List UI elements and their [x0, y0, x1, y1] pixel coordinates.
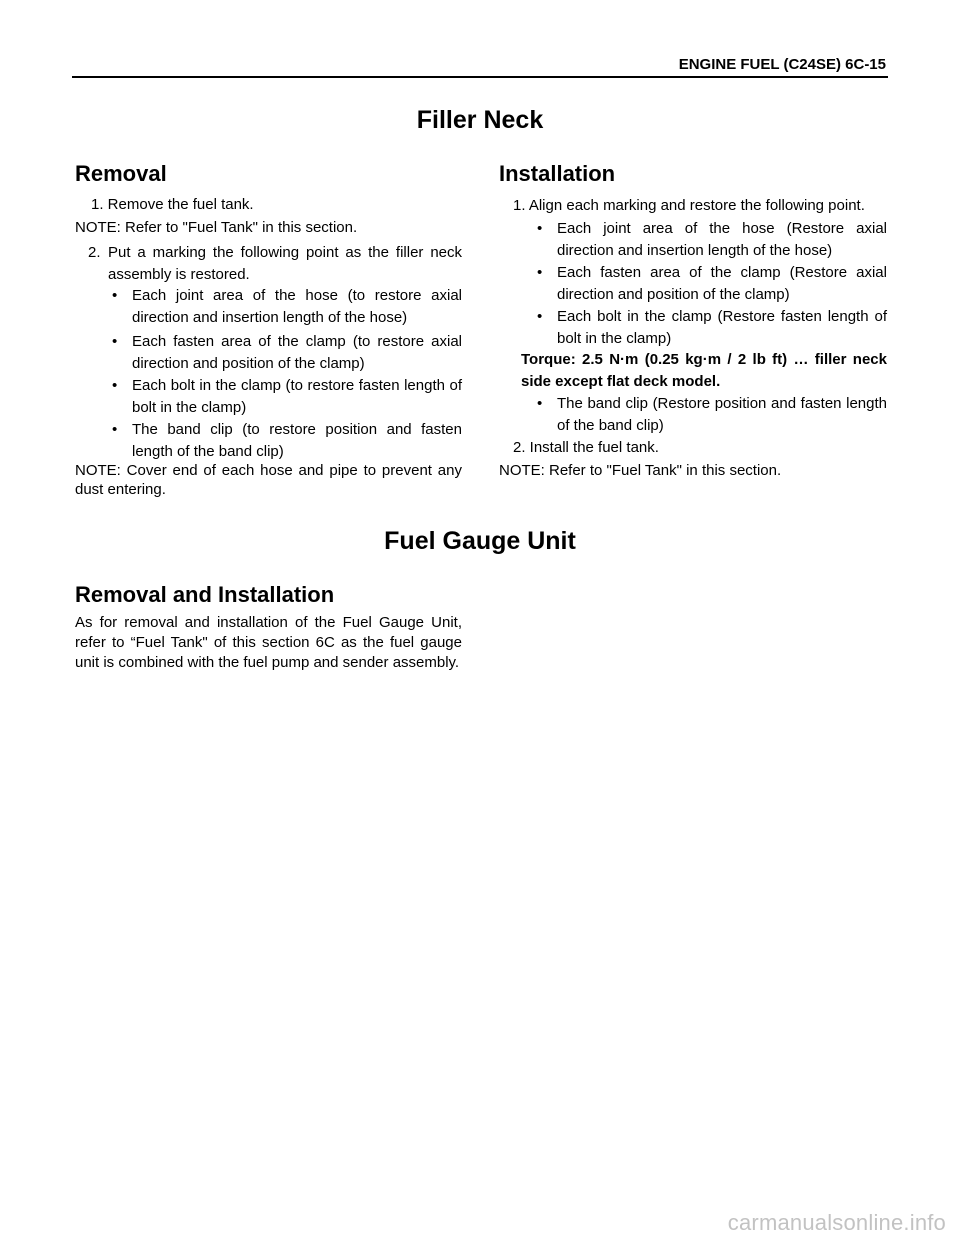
bullet-icon: •	[537, 264, 543, 281]
section-title-filler-neck: Filler Neck	[416, 106, 544, 134]
installation-bullet-4: The band clip (Restore position and fasten length of the band clip)	[557, 395, 887, 434]
section-title-fuel-gauge-unit: Fuel Gauge Unit	[384, 527, 576, 555]
removal-step-2-number: 2.	[88, 244, 101, 261]
removal-note-1: NOTE: Refer to "Fuel Tank" in this section.	[75, 219, 358, 236]
removal-step-2-text: Put a marking the following point as the filler neck assembly is restored.	[108, 244, 462, 283]
fuel-gauge-body-text: As for removal and installation of the Fuel Gauge Unit, refer to “Fuel Tank" of this section 6C as the fuel gauge unit is combined with the fuel pump and sender assembly.	[75, 614, 462, 671]
installation-heading: Installation	[499, 161, 616, 186]
removal-bullet-2: Each fasten area of the clamp (to restore axial direction and position of the clamp)	[132, 333, 462, 372]
bullet-icon: •	[112, 421, 118, 438]
bullet-icon: •	[537, 220, 543, 237]
removal-bullet-1: Each joint area of the hose (to restore axial direction and insertion length of the hose)	[132, 287, 462, 326]
installation-bullet-1: Each joint area of the hose (Restore axial direction and insertion length of the hose)	[557, 220, 887, 259]
page-header	[72, 56, 888, 78]
removal-note-2: NOTE: Cover end of each hose and pipe to prevent any dust entering.	[75, 462, 462, 498]
installation-step-1: 1. Align each marking and restore the following point.	[513, 197, 865, 214]
installation-step-2: 2. Install the fuel tank.	[513, 439, 659, 456]
bullet-icon: •	[112, 377, 118, 394]
watermark-text: carmanualsonline.info	[727, 1210, 946, 1235]
installation-bullet-2: Each fasten area of the clamp (Restore axial direction and position of the clamp)	[557, 264, 887, 303]
removal-heading: Removal	[75, 161, 167, 186]
bullet-icon: •	[537, 308, 543, 325]
bullet-icon: •	[112, 333, 118, 350]
removal-and-installation-heading: Removal and Installation	[75, 582, 335, 607]
removal-bullet-4: The band clip (to restore position and fasten length of the band clip)	[132, 421, 462, 460]
removal-bullet-3: Each bolt in the clamp (to restore fasten length of bolt in the clamp)	[132, 377, 462, 416]
removal-step-1: 1. Remove the fuel tank.	[91, 196, 254, 213]
installation-note: NOTE: Refer to "Fuel Tank" in this section.	[499, 462, 782, 479]
bullet-icon: •	[537, 395, 543, 412]
installation-torque-spec: Torque: 2.5 N·m (0.25 kg·m / 2 lb ft) … filler neck side except flat deck model.	[521, 351, 887, 390]
bullet-icon: •	[112, 287, 118, 304]
header-title: ENGINE FUEL (C24SE) 6C-15	[678, 56, 886, 73]
installation-bullet-3: Each bolt in the clamp (Restore fasten length of bolt in the clamp)	[557, 308, 887, 347]
